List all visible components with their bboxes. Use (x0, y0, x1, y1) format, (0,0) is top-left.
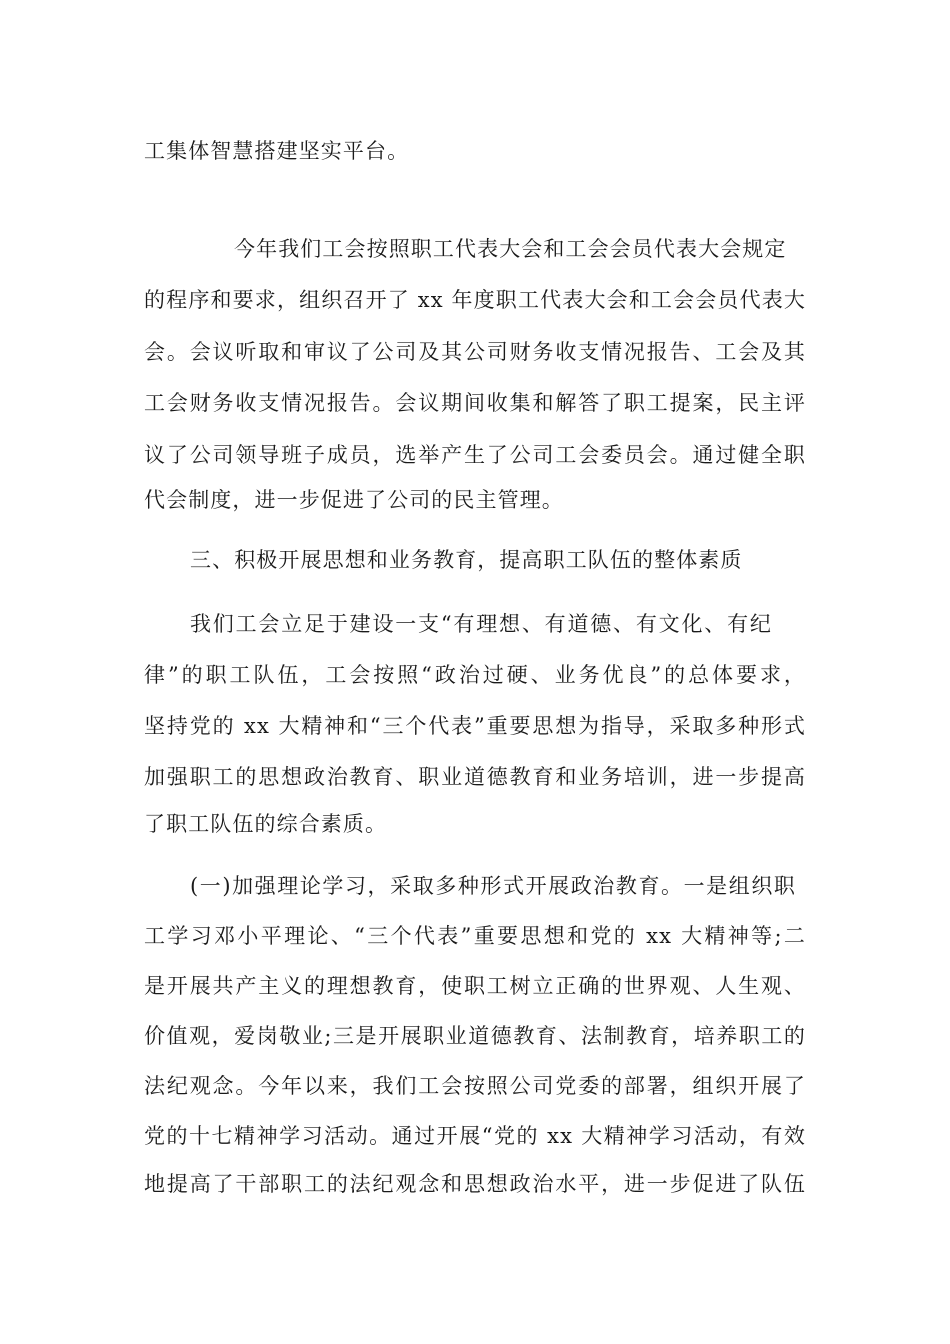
text-line: 坚持党的 xx 大精神和“三个代表”重要思想为指导，采取多种形式 (144, 714, 806, 738)
text-line: 法纪观念。今年以来，我们工会按照公司党委的部署，组织开展了 (144, 1074, 806, 1098)
text-line: 议了公司领导班子成员，选举产生了公司工会委员会。通过健全职 (144, 443, 806, 467)
text-line: 我们工会立足于建设一支“有理想、有道德、有文化、有纪 (190, 612, 772, 636)
text-line: 加强职工的思想政治教育、职业道德教育和业务培训，进一步提高 (144, 765, 806, 789)
text-line: 代会制度，进一步促进了公司的民主管理。 (144, 488, 564, 512)
text-line: 价值观，爱岗敬业;三是开展职业道德教育、法制教育，培养职工的 (144, 1024, 806, 1048)
text-line: 律”的职工队伍，工会按照“政治过硬、业务优良”的总体要求， (144, 663, 806, 687)
text-line: 是开展共产主义的理想教育，使职工树立正确的世界观、人生观、 (144, 974, 806, 998)
text-line: 的程序和要求，组织召开了 xx 年度职工代表大会和工会会员代表大 (144, 288, 806, 312)
text-line: 党的十七精神学习活动。通过开展“党的 xx 大精神学习活动，有效 (144, 1124, 806, 1148)
text-line: 会。会议听取和审议了公司及其公司财务收支情况报告、工会及其 (144, 340, 806, 364)
text-line: 今年我们工会按照职工代表大会和工会会员代表大会规定 (234, 237, 787, 261)
section-heading: 三、积极开展思想和业务教育，提高职工队伍的整体素质 (190, 548, 743, 572)
text-line: 工学习邓小平理论、“三个代表”重要思想和党的 xx 大精神等;二 (144, 924, 806, 948)
text-line: (一)加强理论学习，采取多种形式开展政治教育。一是组织职 (190, 874, 796, 898)
text-line: 工集体智慧搭建坚实平台。 (144, 139, 410, 163)
text-line: 了职工队伍的综合素质。 (144, 812, 388, 836)
text-line: 工会财务收支情况报告。会议期间收集和解答了职工提案，民主评 (144, 391, 806, 415)
text-line: 地提高了干部职工的法纪观念和思想政治水平，进一步促进了队伍 (144, 1172, 806, 1196)
